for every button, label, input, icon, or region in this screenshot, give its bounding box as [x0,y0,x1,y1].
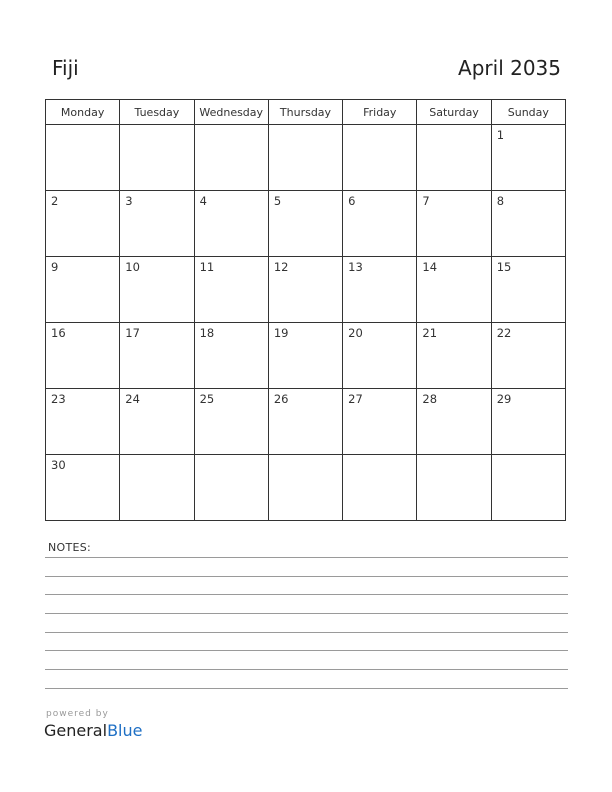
day-cell [268,257,342,323]
day-cell [194,455,268,521]
day-cell [417,389,491,455]
day-cell [46,455,120,521]
day-cell [491,125,565,191]
weekday-wednesday: Wednesday [194,100,268,125]
day-number: 27 [348,392,363,406]
day-cell [194,191,268,257]
day-number: 17 [125,326,140,340]
brand-logo [44,721,142,740]
day-number: 5 [273,194,282,208]
note-line [45,576,568,577]
day-cell [120,257,194,323]
day-cell [194,257,268,323]
weekday-thursday: Thursday [268,100,342,125]
day-cell [120,125,194,191]
day-cell [417,191,491,257]
day-cell [417,455,491,521]
day-cell [268,125,342,191]
day-cell [343,323,417,389]
day-cell [268,191,342,257]
day-number: 25 [199,392,215,406]
brand-blue-text: Blue [107,721,143,740]
day-number [120,455,193,458]
day-cell [491,389,565,455]
day-cell [46,125,120,191]
day-cell [46,323,120,389]
day-cell [268,323,342,389]
day-cell [46,191,120,257]
country-title: Fiji [52,56,79,80]
calendar-grid [45,99,566,521]
day-cell [343,455,417,521]
day-number: 19 [273,326,289,340]
day-number: 26 [273,392,289,406]
weekday-friday: Friday [343,100,417,125]
day-cell [120,455,194,521]
day-cell [194,125,268,191]
weekday-saturday: Saturday [417,100,491,125]
week-row [46,455,566,521]
day-cell [343,389,417,455]
day-cell [194,323,268,389]
day-number: 22 [496,326,512,340]
day-cell [268,455,342,521]
day-number [343,125,416,128]
day-cell [343,191,417,257]
day-number [195,125,268,128]
day-number: 7 [422,194,430,208]
powered-by-text: powered by [46,709,109,719]
note-line [45,650,568,651]
note-line [45,557,568,558]
day-number: 29 [496,392,512,406]
week-row [46,257,566,323]
day-cell [491,455,565,521]
day-cell [491,191,565,257]
day-cell [417,125,491,191]
day-number: 12 [273,260,289,274]
day-number: 20 [348,326,363,340]
day-number [269,455,342,458]
day-number [269,125,342,128]
day-number: 8 [496,194,505,208]
day-number: 15 [496,260,512,274]
note-line [45,632,568,633]
day-number: 21 [422,326,438,340]
day-number: 4 [199,194,207,208]
day-cell [417,257,491,323]
day-number [417,125,490,128]
day-number [46,125,119,128]
day-number: 9 [51,260,59,274]
day-cell [491,323,565,389]
weekday-tuesday: Tuesday [120,100,194,125]
brand-general-text: General [44,721,108,740]
day-number [195,455,268,458]
day-number: 24 [125,392,140,406]
notes-label: NOTES: [48,541,92,554]
day-number: 28 [422,392,438,406]
day-cell [343,257,417,323]
week-row [46,191,566,257]
note-line [45,669,568,670]
day-number: 2 [51,194,59,208]
day-number: 3 [125,194,133,208]
day-number: 1 [496,128,505,142]
week-row [46,389,566,455]
day-cell [417,323,491,389]
note-line [45,688,568,689]
day-number: 10 [125,260,140,274]
weekday-sunday: Sunday [491,100,565,125]
note-line [45,594,568,595]
day-number: 11 [199,260,215,274]
day-cell [268,389,342,455]
month-year-title: April 2035 [458,56,561,80]
day-cell [46,257,120,323]
day-cell [120,323,194,389]
week-row [46,323,566,389]
day-number: 23 [51,392,66,406]
day-cell [46,389,120,455]
note-line [45,613,568,614]
day-number [343,455,416,458]
day-number [417,455,490,458]
day-cell [491,257,565,323]
day-number: 14 [422,260,438,274]
day-cell [120,389,194,455]
day-cell [343,125,417,191]
day-number: 30 [51,458,66,472]
day-cell [120,191,194,257]
week-row [46,125,566,191]
day-number: 16 [51,326,66,340]
day-number [492,455,565,458]
weekday-header-row [46,100,566,125]
day-number: 6 [348,194,356,208]
day-number: 18 [199,326,215,340]
weekday-monday: Monday [46,100,120,125]
day-cell [194,389,268,455]
day-number: 13 [348,260,363,274]
day-number [120,125,193,128]
